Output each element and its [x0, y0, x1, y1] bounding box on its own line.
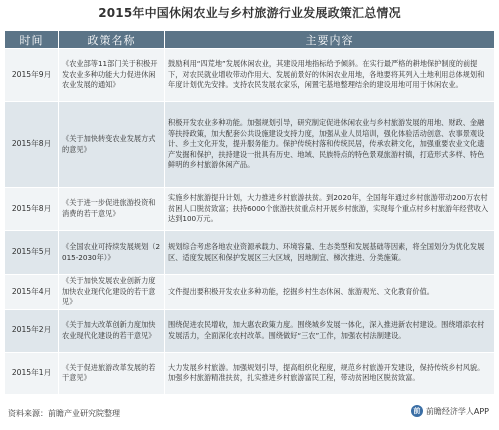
table-header-row [5, 31, 495, 49]
header-policy-name: 政策名称 [59, 31, 165, 49]
table-row [5, 49, 495, 102]
qianzhan-logo-icon: 前 [411, 405, 423, 417]
row-time: 2015年5月 [5, 231, 59, 275]
row-time: 2015年8月 [5, 102, 59, 188]
row-time: 2015年1月 [5, 352, 59, 394]
row-policy-name: 《农业部等11部门关于积极开发农业多种功能大力促进休闲农业发展的通知》 [59, 49, 165, 102]
row-policy-name: 《关于加快发展农业创新力度加快农业现代化建设的若干意见》 [59, 275, 165, 310]
table-row [5, 231, 495, 275]
row-policy-name: 《关于进一步促进旅游投资和消费的若干意见》 [59, 188, 165, 231]
header-time: 时间 [5, 31, 59, 49]
row-content: 规划综合考虑各地农业资源承载力、环境容量、生态类型和发展基础等因素，将全国划分为优化发展区、适度发展区和保护发展区三大区域，因地制宜、梯次推进、分类施策。 [165, 231, 495, 275]
table-row [5, 309, 495, 352]
brand-watermark [411, 405, 489, 417]
table-row [5, 352, 495, 394]
row-time: 2015年4月 [5, 275, 59, 310]
row-policy-name: 《关于加大改革创新力度加快农业现代化建设的若干意见》 [59, 309, 165, 352]
row-policy-name: 《关于促进旅游改革发展的若干意见》 [59, 352, 165, 394]
table-row [5, 188, 495, 231]
row-content: 围绕促进农民增收，加大惠农政策力度。围绕城乡发展一体化，深入推进新农村建设。围绕增添农村发展活力，全面深化农村改革。围绕做好“三农”工作，加强农村法制建设。 [165, 309, 495, 352]
row-time: 2015年9月 [5, 49, 59, 102]
header-main-content: 主要内容 [165, 31, 495, 49]
row-time: 2015年8月 [5, 188, 59, 231]
page-title: 2015年中国休闲农业与乡村旅游行业发展政策汇总情况 [98, 6, 401, 20]
brand-label: 前瞻经济学人APP [425, 406, 489, 416]
table-row [5, 102, 495, 188]
source-note: 资料来源：前瞻产业研究院整理 [8, 409, 120, 418]
row-content: 大力发展乡村旅游。加强规划引导，提高组织化程度，规范乡村旅游开发建设，保持传统乡村风貌。加强乡村旅游精准扶贫，扎实推进乡村旅游富民工程，带动贫困地区脱贫致富。 [165, 352, 495, 394]
table-row [5, 275, 495, 310]
row-content: 鼓励利用“四荒地”发展休闲农业，其建设用地指标给予倾斜。在实行最严格的耕地保护制度的前提下，对农民就业增收带动作用大、发展前景好的休闲农业用地，各地要将其列入土地利用总体规划和年度计划优先安排。支持农民发展农家乐，闲置宅基地整理结余的建设用地可用于休闲农业。 [165, 49, 495, 102]
row-content: 文件提出要积极开发农业多种功能，挖掘乡村生态休闲、旅游观光、文化教育价值。 [165, 275, 495, 310]
row-policy-name: 《关于加快转变农业发展方式的意见》 [59, 102, 165, 188]
row-content: 积极开发农业多种功能。加强规划引导，研究制定促进休闲农业与乡村旅游发展的用地、财政、金融等扶持政策，加大配套公共设施建设支持力度，加强从业人员培训，强化体验活动创意、农事景观设计、乡土文化开发，提升服务能力。保护传统村落和传统民居，传承农耕文化，加强重要农业文化遗产发掘和保护，扶持建设一批具有历史、地域、民族特点的特色景观旅游村镇，打造形式多样、特色鲜明的乡村旅游休闲产品。 [165, 102, 495, 188]
row-policy-name: 《全国农业可持续发展规划（2015-2030年）》 [59, 231, 165, 275]
policy-table [4, 30, 495, 395]
row-content: 实施乡村旅游提升计划，大力推进乡村旅游扶贫。到2020年，全国每年通过乡村旅游带动200万农村贫困人口脱贫致富；扶持6000个旅游扶贫重点村开展乡村旅游，实现每个重点村乡村旅游年经营收入达到100万元。 [165, 188, 495, 231]
row-time: 2015年2月 [5, 309, 59, 352]
